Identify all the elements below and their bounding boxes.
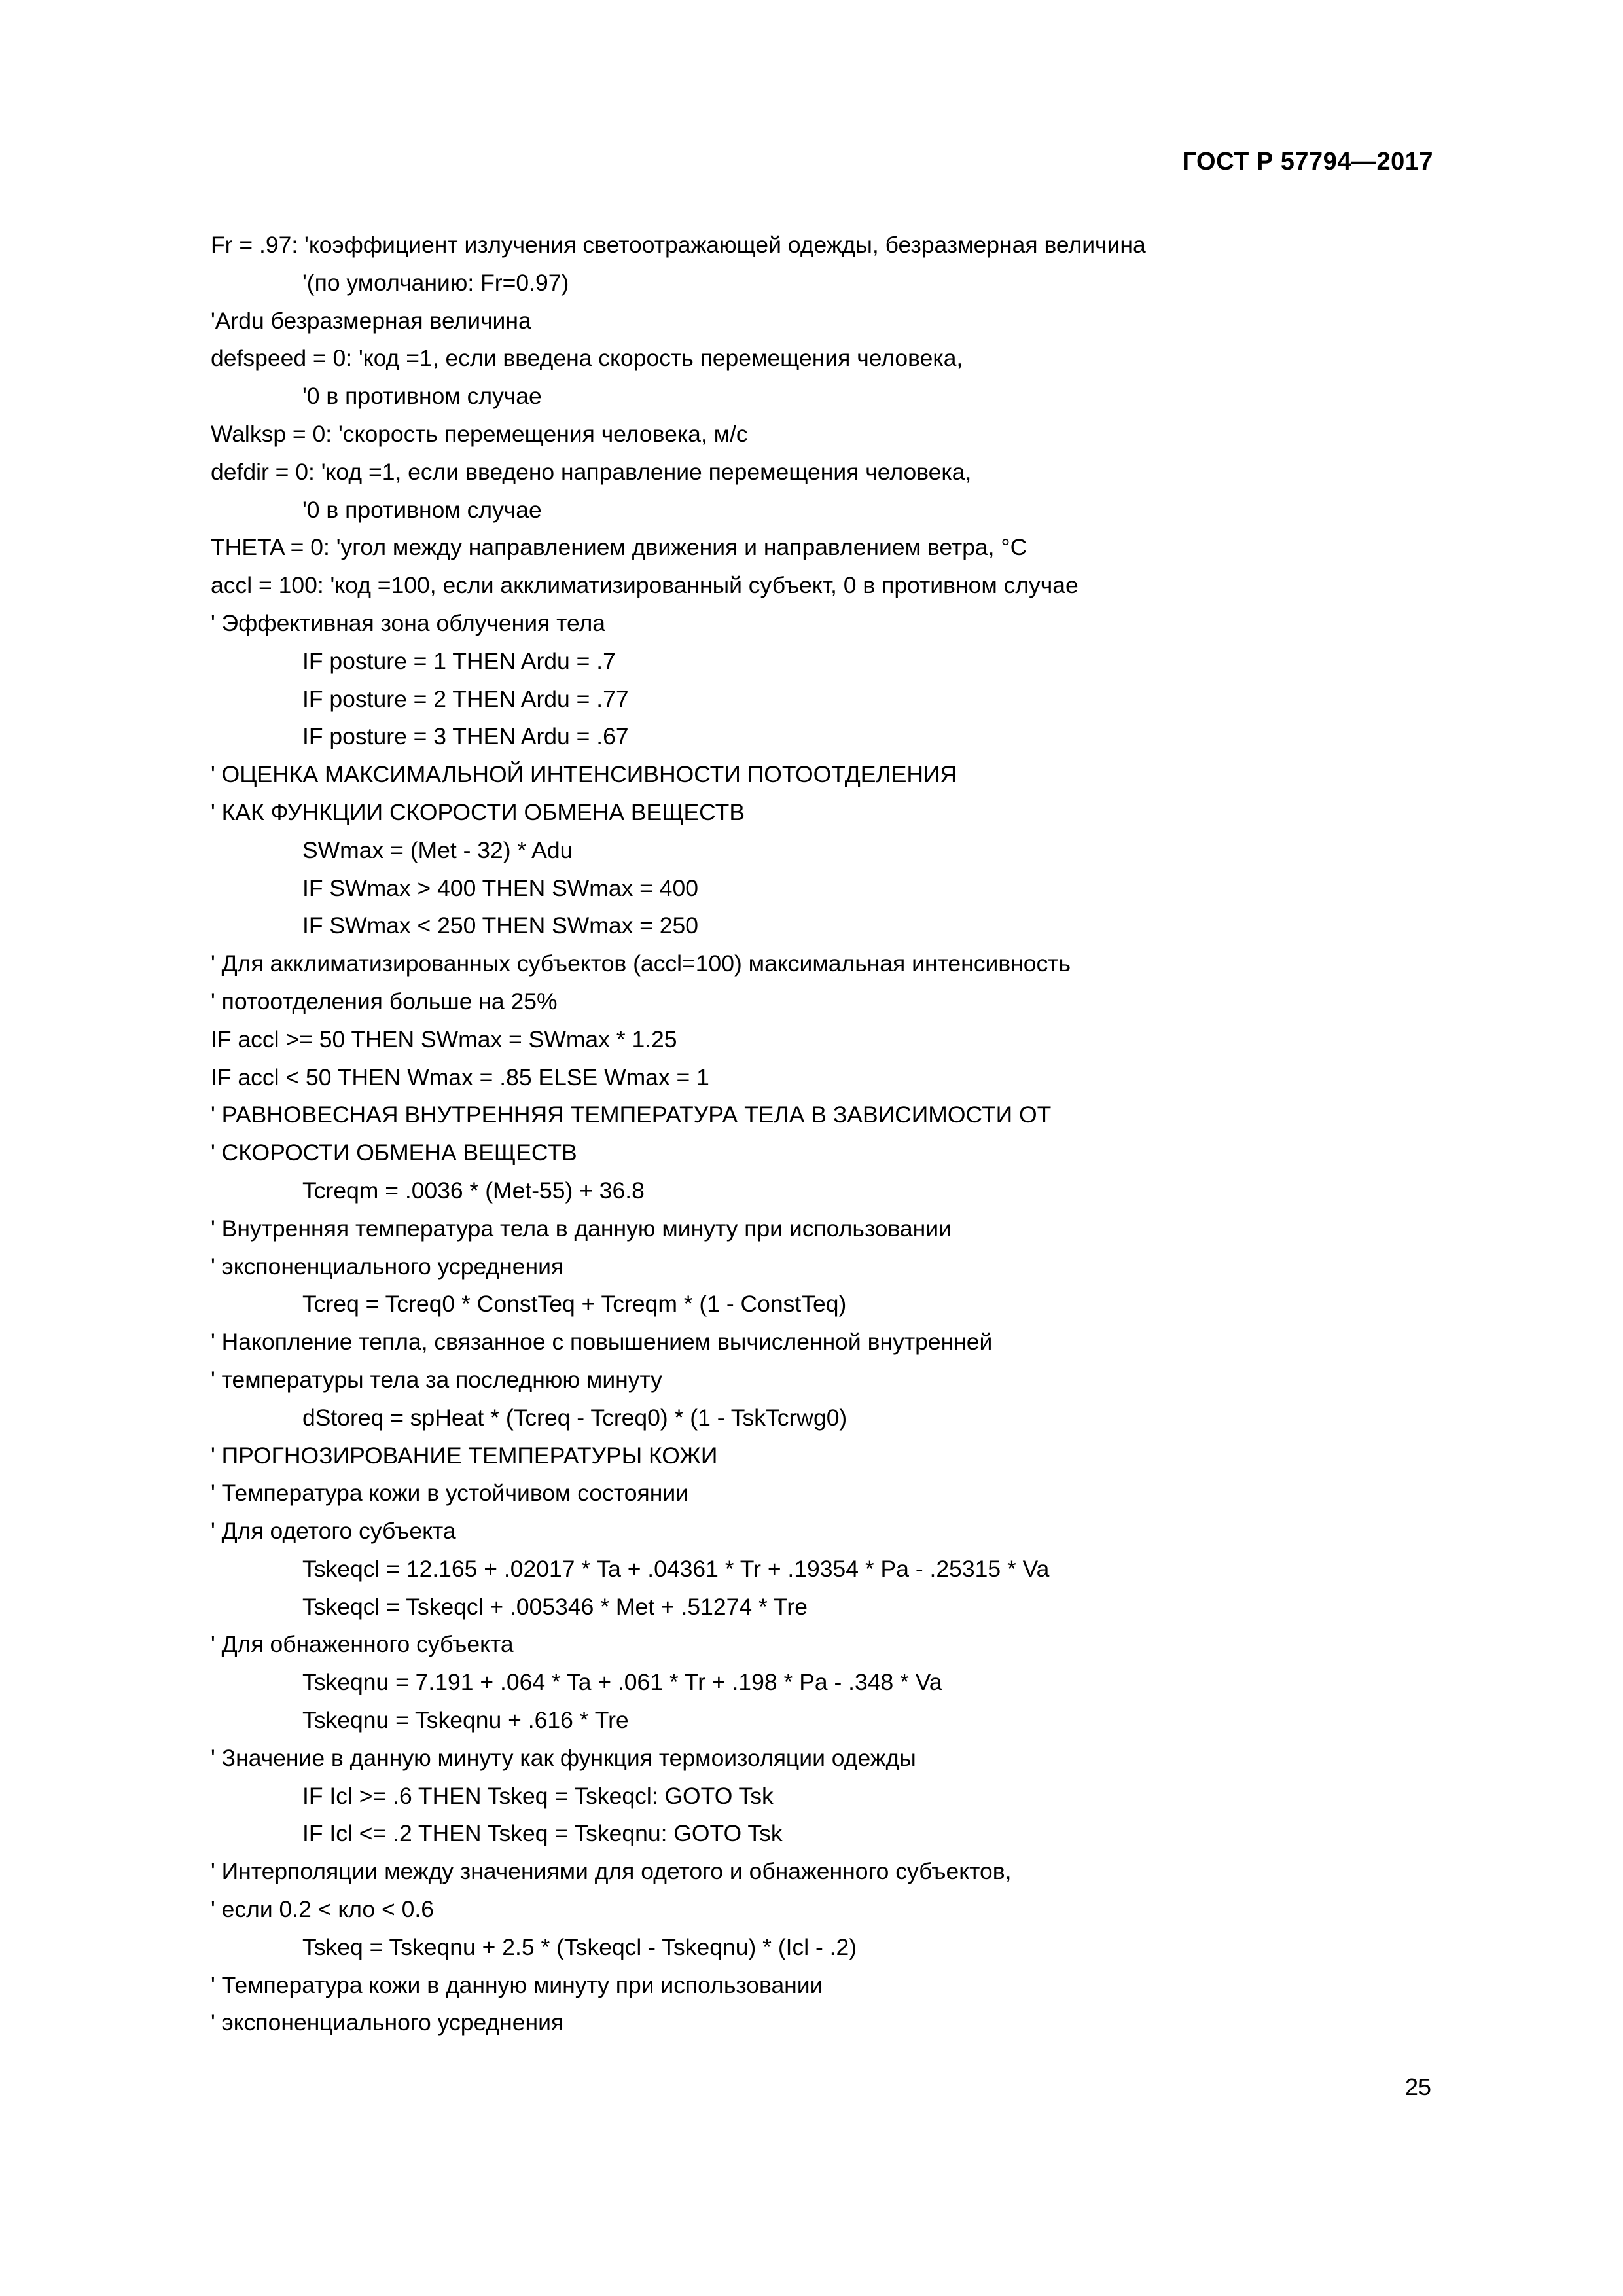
code-line: ' Накопление тепла, связанное с повышением вычисленной внутренней <box>211 1329 993 1355</box>
document-header-standard-id: ГОСТ Р 57794—2017 <box>1182 148 1433 175</box>
code-line: ' Для акклиматизированных субъектов (accl=100) максимальная интенсивность <box>211 950 1071 977</box>
code-line: IF Icl <= .2 THEN Tskeq = Tskeqnu: GOTO Tsk <box>302 1820 783 1847</box>
code-line: IF posture = 2 THEN Ardu = .77 <box>302 685 629 712</box>
code-line: Tcreq = Tcreq0 * ConstTeq + Tcreqm * (1 - ConstTeq) <box>302 1291 847 1318</box>
code-line: ' температуры тела за последнюю минуту <box>211 1366 662 1393</box>
code-line: ' Интерполяции между значениями для одетого и обнаженного субъектов, <box>211 1858 1012 1885</box>
code-listing <box>211 226 1454 2046</box>
code-line: ' Температура кожи в данную минуту при использовании <box>211 1971 823 1998</box>
code-line: ' СКОРОСТИ ОБМЕНА ВЕЩЕСТВ <box>211 1139 577 1166</box>
code-line: Walksp = 0: 'скорость перемещения человека, м/с <box>211 420 748 447</box>
code-line: Tskeqnu = Tskeqnu + .616 * Tre <box>302 1707 629 1734</box>
code-line: ' экспоненциального усреднения <box>211 1253 564 1280</box>
code-line: IF posture = 1 THEN Ardu = .7 <box>302 647 616 674</box>
code-line: IF Icl >= .6 THEN Tskeq = Tskeqcl: GOTO Tsk <box>302 1782 774 1809</box>
code-line: Tskeqcl = Tskeqcl + .005346 * Met + .51274 * Tre <box>302 1593 808 1620</box>
code-line: ' Для обнаженного субъекта <box>211 1631 514 1658</box>
code-line: ' Температура кожи в устойчивом состоянии <box>211 1480 689 1507</box>
code-line: dStoreq = spHeat * (Tcreq - Tcreq0) * (1 - TskTcrwg0) <box>302 1404 847 1431</box>
code-line: ' Внутренняя температура тела в данную минуту при использовании <box>211 1215 952 1242</box>
code-line: IF accl >= 50 THEN SWmax = SWmax * 1.25 <box>211 1026 677 1052</box>
code-line: Tskeq = Tskeqnu + 2.5 * (Tskeqcl - Tskeqnu) * (Icl - .2) <box>302 1933 857 1960</box>
code-line: '(по умолчанию: Fr=0.97) <box>302 269 569 296</box>
code-line: accl = 100: 'код =100, если акклиматизированный субъект, 0 в противном случае <box>211 572 1079 599</box>
code-line: IF posture = 3 THEN Ardu = .67 <box>302 723 629 750</box>
code-line: ' Для одетого субъекта <box>211 1518 456 1545</box>
code-line: SWmax = (Met - 32) * Adu <box>302 836 573 863</box>
code-line: ' если 0.2 < кло < 0.6 <box>211 1896 434 1923</box>
code-line: Fr = .97: 'коэффициент излучения светоотражающей одежды, безразмерная величина <box>211 232 1146 258</box>
code-line: THETA = 0: 'угол между направлением движения и направлением ветра, °C <box>211 534 1027 561</box>
page-number: 25 <box>1404 2073 1431 2100</box>
code-line: Tskeqcl = 12.165 + .02017 * Ta + .04361 * Tr + .19354 * Pa - .25315 * Va <box>302 1555 1050 1582</box>
code-line: IF SWmax < 250 THEN SWmax = 250 <box>302 912 699 939</box>
code-line: ' Значение в данную минуту как функция термоизоляции одежды <box>211 1744 916 1771</box>
code-line: ' КАК ФУНКЦИИ СКОРОСТИ ОБМЕНА ВЕЩЕСТВ <box>211 798 745 825</box>
code-line: IF SWmax > 400 THEN SWmax = 400 <box>302 874 699 901</box>
code-line: ' потоотделения больше на 25% <box>211 988 558 1014</box>
code-line: ' РАВНОВЕСНАЯ ВНУТРЕННЯЯ ТЕМПЕРАТУРА ТЕЛА В ЗАВИСИМОСТИ ОТ <box>211 1102 1052 1128</box>
code-line: 'Ardu безразмерная величина <box>211 307 531 334</box>
code-line: IF accl < 50 THEN Wmax = .85 ELSE Wmax = 1 <box>211 1064 709 1090</box>
code-line: ' ОЦЕНКА МАКСИМАЛЬНОЙ ИНТЕНСИВНОСТИ ПОТООТДЕЛЕНИЯ <box>211 761 957 788</box>
code-line: ' Эффективная зона облучения тела <box>211 609 606 636</box>
code-line: defspeed = 0: 'код =1, если введена скорость перемещения человека, <box>211 345 963 372</box>
code-line: defdir = 0: 'код =1, если введено направление перемещения человека, <box>211 458 972 485</box>
code-line: Tcreqm = .0036 * (Met-55) + 36.8 <box>302 1177 645 1204</box>
code-line: '0 в противном случае <box>302 496 542 523</box>
code-line: ' экспоненциального усреднения <box>211 2009 564 2036</box>
code-line: '0 в противном случае <box>302 383 542 410</box>
code-line: Tskeqnu = 7.191 + .064 * Ta + .061 * Tr + .198 * Pa - .348 * Va <box>302 1669 942 1696</box>
code-line: ' ПРОГНОЗИРОВАНИЕ ТЕМПЕРАТУРЫ КОЖИ <box>211 1442 718 1469</box>
